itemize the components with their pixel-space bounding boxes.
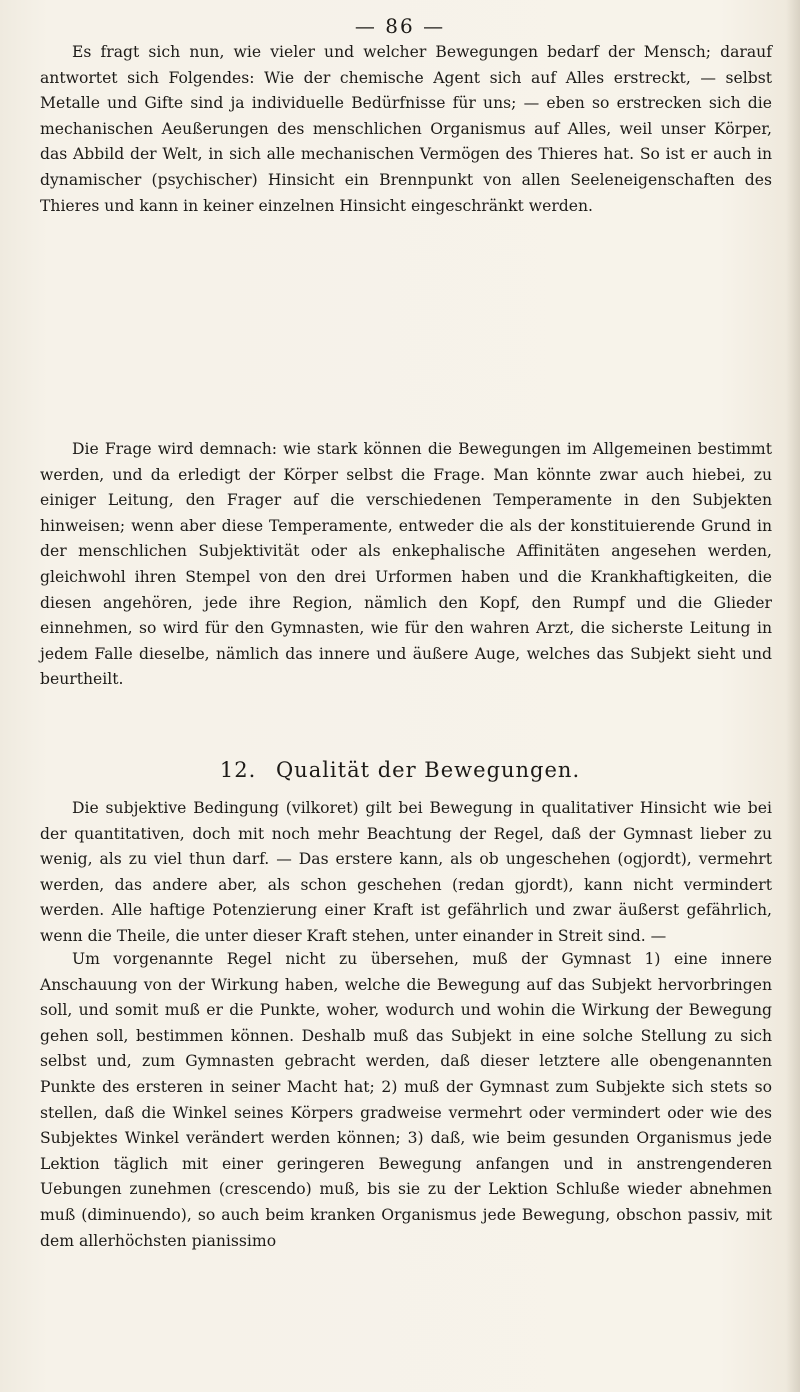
- section-number: 12.: [219, 758, 257, 782]
- paragraph-regel: [40, 947, 772, 1254]
- paragraph-text: Die Frage wird demnach: wie stark können die Bewegungen im Allgemeinen bestimmt werden, und da erledigt der Körper selbst die Frage. Man könnte zwar auch hiebei, zu einiger Leitung, den Frager auf die verschiedenen Temperamente in den Subjekten hinweisen; wenn aber diese Temperamente, entweder die als der konstituierende Grund in der menschlichen Subjektivität oder als enkephalische Affinitäten angesehen werden, gleichwohl ihren Stempel von den drei Urformen haben und die Krankhaftigkeiten, die diesen angehören, jede ihre Region, nämlich den Kopf, den Rumpf und die Glieder einnehmen, so wird für den Gymnasten, wie für den wahren Arzt, die sicherste Leitung in jedem Falle dieselbe, nämlich das innere und äußere Auge, welches das Subjekt sieht und beurtheilt.: [40, 440, 772, 689]
- section-heading: [0, 758, 800, 782]
- paragraph-bewegungsbedarf: [40, 40, 772, 219]
- paragraph-text: Die subjektive Bedingung (vilkoret) gilt bei Bewegung in qualitativer Hinsicht wie bei der quantitativen, doch mit noch mehr Beachtung der Regel, daß der Gymnast lieber zu wenig, als zu viel thun darf. — Das erstere kann, als ob ungeschehen (ogjordt), vermehrt werden, das andere aber, als schon geschehen (redan gjordt), kann nicht vermindert werden. Alle haftige Potenzierung einer Kraft ist gefährlich und zwar äußerst gefährlich, wenn die Theile, die unter dieser Kraft stehen, unter einander in Streit sind. —: [40, 799, 772, 945]
- section-title: Qualität der Bewegungen.: [275, 758, 581, 782]
- paragraph-frage: [40, 437, 772, 693]
- paragraph-bedingung: [40, 796, 772, 950]
- page-number: — 86 —: [354, 14, 446, 38]
- paragraph-text: Um vorgenannte Regel nicht zu übersehen, muß der Gymnast 1) eine innere Anschauung von der Wirkung haben, welche die Bewegung auf das Subjekt hervorbringen soll, und somit muß er die Punkte, woher, wodurch und wohin die Wirkung der Bewegung gehen soll, bestimmen können. Deshalb muß das Subjekt in eine solche Stellung zu sich selbst und, zum Gymnasten gebracht werden, daß dieser letztere alle obengenannten Punkte des ersteren in seiner Macht hat; 2) muß der Gymnast zum Subjekte sich stets so stellen, daß die Winkel seines Körpers gradweise vermehrt oder vermindert oder wie des Subjektes Winkel verändert werden können; 3) daß, wie beim gesunden Organismus jede Lektion täglich mit einer geringeren Bewegung anfangen und in anstrengenderen Uebungen zunehmen (crescendo) muß, bis sie zu der Lektion Schluße wieder abnehmen muß (diminuendo), so auch beim kranken Organismus jede Bewegung, obschon passiv, mit dem allerhöchsten pianissimo: [40, 950, 772, 1250]
- page-edge-shadow: [786, 0, 800, 1392]
- paragraph-text: Es fragt sich nun, wie vieler und welcher Bewegungen bedarf der Mensch; darauf antwortet sich Folgendes: Wie der chemische Agent sich auf Alles erstreckt, — selbst Metalle und Gifte sind ja individuelle Bedürfnisse für uns; — eben so erstrecken sich die mechanischen Aeußerungen des menschlichen Organismus auf Alles, weil unser Körper, das Abbild der Welt, in sich alle mechanischen Vermögen des Thieres hat. So ist er auch in dynamischer (psychischer) Hinsicht ein Brennpunkt von allen Seeleneigenschaften des Thieres und kann in keiner einzelnen Hinsicht eingeschränkt werden.: [40, 43, 772, 215]
